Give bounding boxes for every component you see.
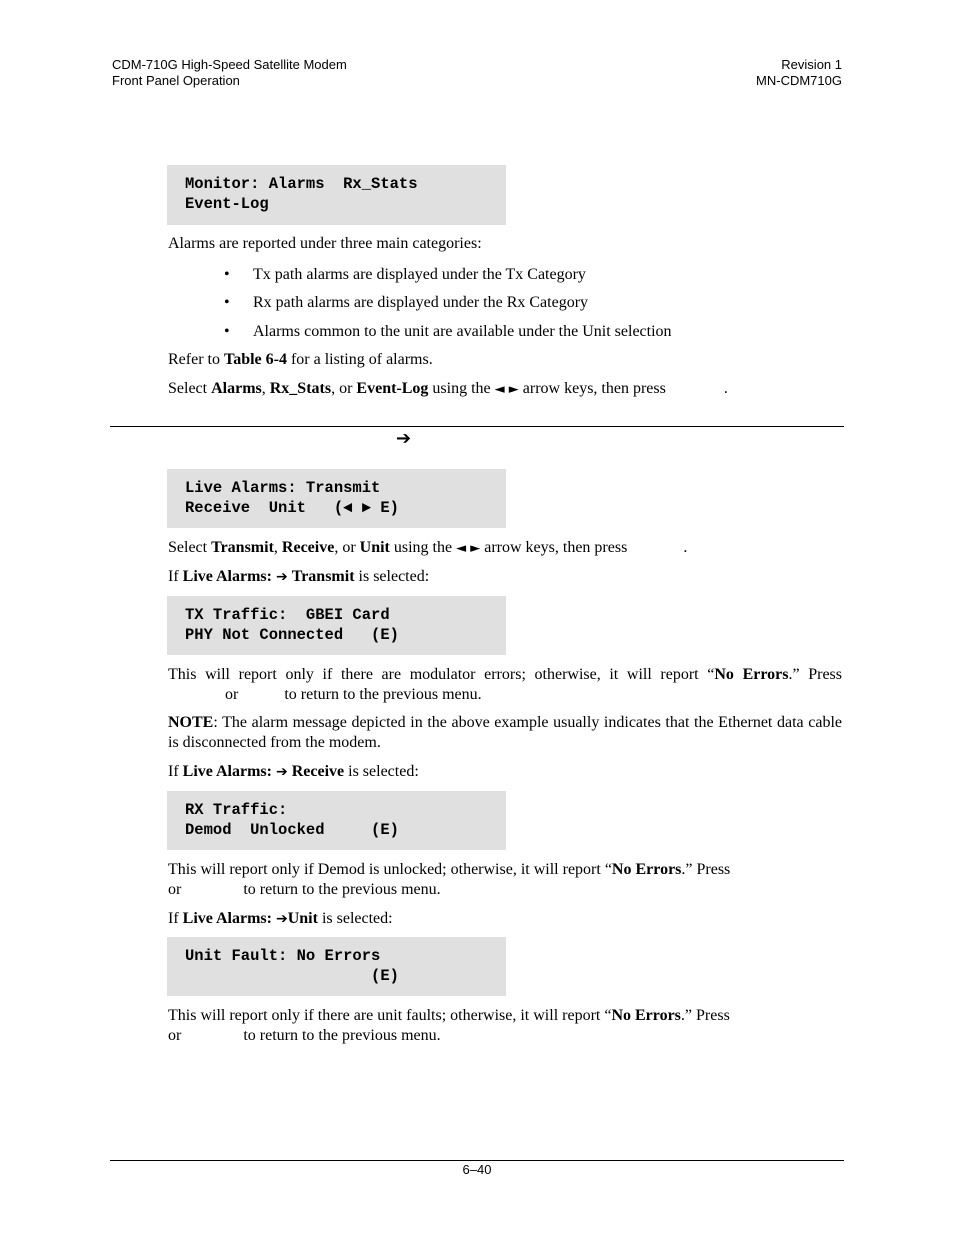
arrow-right-icon: ➔: [275, 764, 288, 780]
bullet-icon: •: [224, 266, 230, 283]
if-receive-heading: If Live Alarms: ➔ Receive is selected:: [168, 763, 419, 780]
arrow-keys-icon: ◄ ►: [494, 382, 519, 397]
section-divider: [110, 426, 844, 427]
lcd-unit-fault-display: [167, 937, 506, 996]
lcd-line: Monitor: Alarms Rx_Stats: [185, 175, 418, 193]
note-paragraph: NOTE: The alarm message depicted in the above example usually indicates that the Ethernet data cable is disconnected from the modem.: [168, 714, 842, 751]
arrow-keys-icon: ◄ ►: [456, 541, 481, 556]
lcd-line: RX Traffic:: [185, 801, 288, 819]
page-header-left: [112, 57, 347, 89]
lcd-rx-traffic-display: [167, 791, 506, 850]
lcd-live-alarms-display: [167, 469, 506, 528]
lcd-line: Unit Fault: No Errors: [185, 947, 381, 965]
lcd-tx-traffic-display: [167, 596, 506, 655]
page-header-right: [756, 57, 842, 89]
bullet-icon: •: [224, 294, 230, 311]
tx-description: This will report only if there are modulator errors; otherwise, it will report “No Errors.” Press or to return to the previous menu.: [168, 666, 843, 703]
alarms-intro: Alarms are reported under three main categories:: [168, 235, 482, 252]
unit-description: This will report only if there are unit faults; otherwise, it will report “No Errors.” Press or to return to the previous menu.: [168, 1007, 730, 1044]
lcd-line: Live Alarms: Transmit: [185, 479, 381, 497]
bullet-icon: •: [224, 323, 230, 340]
lcd-line: (E): [185, 967, 399, 985]
lcd-line: Receive Unit (◄ ► E): [185, 499, 399, 517]
lcd-line: PHY Not Connected (E): [185, 626, 399, 644]
manual-number: MN-CDM710G: [756, 73, 842, 88]
page-number: 6–40: [462, 1162, 492, 1177]
revision-label: Revision 1: [781, 57, 842, 72]
document-title: CDM-710G High-Speed Satellite Modem: [112, 57, 347, 72]
arrow-right-icon: ➔: [275, 569, 288, 585]
if-unit-heading: If Live Alarms: ➔Unit is selected:: [168, 910, 393, 927]
arrow-right-icon: ➔: [275, 911, 288, 927]
table-reference-link[interactable]: Table 6-4: [223, 351, 287, 368]
lcd-monitor-display: [167, 165, 506, 225]
rx-description: This will report only if Demod is unlocked; otherwise, it will report “No Errors.” Press or to return to the previous menu.: [168, 861, 731, 898]
select-instruction-monitor: Select Alarms, Rx_Stats, or Event-Log using the ◄ ► arrow keys, then press .: [168, 380, 728, 397]
footer-divider: [110, 1160, 844, 1161]
arrow-right-icon: ➔: [396, 428, 412, 449]
refer-table: Refer to Table 6-4 for a listing of alarms.: [168, 351, 433, 368]
chapter-title: Front Panel Operation: [112, 73, 240, 88]
lcd-line: TX Traffic: GBEI Card: [185, 606, 390, 624]
select-instruction-live: Select Transmit, Receive, or Unit using the ◄ ► arrow keys, then press .: [168, 539, 688, 556]
lcd-line: Event-Log: [185, 195, 269, 213]
if-transmit-heading: If Live Alarms: ➔ Transmit is selected:: [168, 568, 430, 585]
lcd-line: Demod Unlocked (E): [185, 821, 399, 839]
